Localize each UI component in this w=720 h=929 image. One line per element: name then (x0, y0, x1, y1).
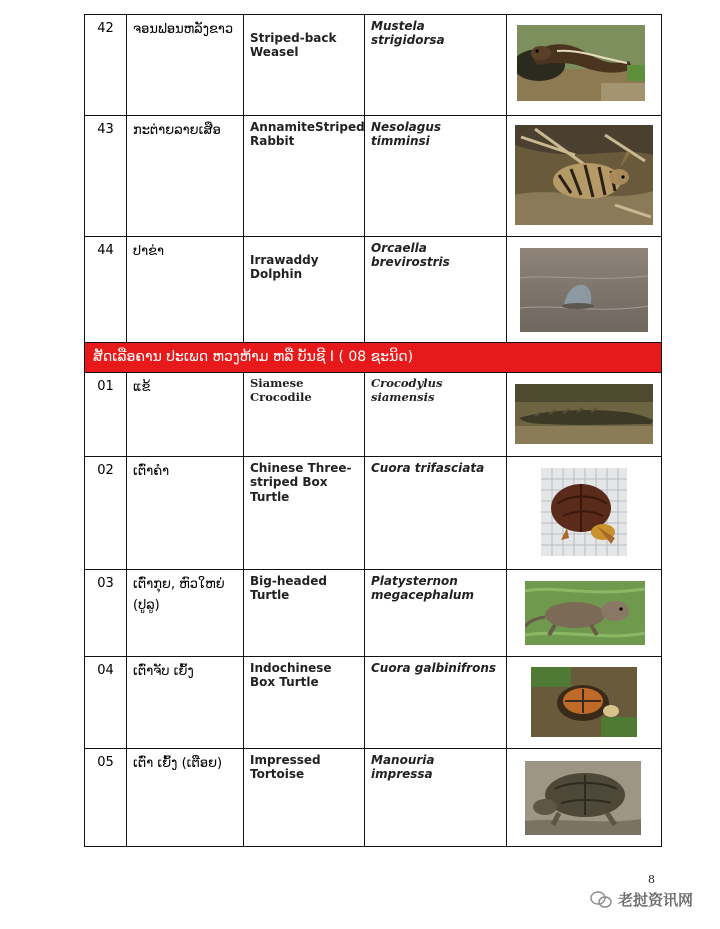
row-number: 05 (85, 749, 127, 846)
lao-name: ແຂ້ (127, 373, 244, 456)
page-number: 8 (648, 873, 655, 886)
scientific-name: Mustela strigidorsa (365, 15, 507, 115)
scientific-name: Orcaella brevirostris (365, 237, 507, 342)
lao-name: ກະຕ່າຍລາຍເສືອ (127, 116, 244, 236)
photo-cell (507, 116, 661, 236)
row-number: 03 (85, 570, 127, 656)
table-row (84, 14, 662, 116)
crocodile-photo (515, 384, 653, 444)
scientific-name: Nesolagus timminsi (365, 116, 507, 236)
scientific-name: Manouria impressa (365, 749, 507, 846)
photo-cell (507, 657, 661, 748)
row-number: 02 (85, 457, 127, 569)
table-row (84, 457, 662, 570)
lao-name: ຈອນຟອນຫລັງຂາວ (127, 15, 244, 115)
scientific-name: Platysternon megacephalum (365, 570, 507, 656)
species-table (84, 14, 662, 847)
english-name: Big-headed Turtle (244, 570, 365, 656)
english-name: Chinese Three-striped Box Turtle (244, 457, 365, 569)
lao-name: ເຕົ່າ ເຍົ້ງ (ເຕືອຍ) (127, 749, 244, 846)
tortoise-photo (525, 761, 641, 835)
scientific-name: Cuora galbinifrons (365, 657, 507, 748)
striped-rabbit-photo (515, 125, 653, 225)
photo-cell (507, 237, 661, 342)
wechat-icon (590, 891, 612, 909)
lao-name: ເຕົ່າຄໍາ (127, 457, 244, 569)
lao-name: ເຕົ່າກຸຍ, ຫົວໃຫຍ່ (ປູລູ) (127, 570, 244, 656)
english-name: Indochinese Box Turtle (244, 657, 365, 748)
indochinese-box-turtle-photo (531, 667, 637, 737)
english-name: Impressed Tortoise (244, 749, 365, 846)
table-row (84, 373, 662, 457)
photo-cell (507, 570, 661, 656)
photo-cell (507, 457, 661, 569)
photo-cell (507, 15, 661, 115)
lao-name: ປາຂ່າ (127, 237, 244, 342)
scientific-name: Crocodylus siamensis (365, 373, 507, 456)
section-header: ສັດເລືອຄານ ປະເພດ ຫວງຫ້າມ ຫລື ບັນຊີ I ( 08 ຊະນິດ) (84, 343, 662, 373)
scientific-name: Cuora trifasciata (365, 457, 507, 569)
row-number: 42 (85, 15, 127, 115)
photo-cell (507, 373, 661, 456)
table-row (84, 657, 662, 749)
box-turtle-photo (541, 468, 627, 556)
big-headed-turtle-photo (525, 581, 645, 645)
table-row (84, 570, 662, 657)
table-row (84, 749, 662, 847)
watermark-text: 老挝资讯网 (618, 891, 694, 909)
english-name: Striped-back Weasel (244, 15, 365, 115)
photo-cell (507, 749, 661, 846)
english-name: Siamese Crocodile (244, 373, 365, 456)
row-number: 01 (85, 373, 127, 456)
row-number: 44 (85, 237, 127, 342)
lao-name: ເຕົ່າຈັບ ເຍົ້ງ (127, 657, 244, 748)
dolphin-photo (520, 248, 648, 332)
english-name: Irrawaddy Dolphin (244, 237, 365, 342)
table-row (84, 116, 662, 237)
watermark (590, 889, 693, 910)
row-number: 04 (85, 657, 127, 748)
weasel-photo (517, 25, 645, 101)
row-number: 43 (85, 116, 127, 236)
english-name: AnnamiteStriped Rabbit (244, 116, 365, 236)
table-row (84, 237, 662, 343)
